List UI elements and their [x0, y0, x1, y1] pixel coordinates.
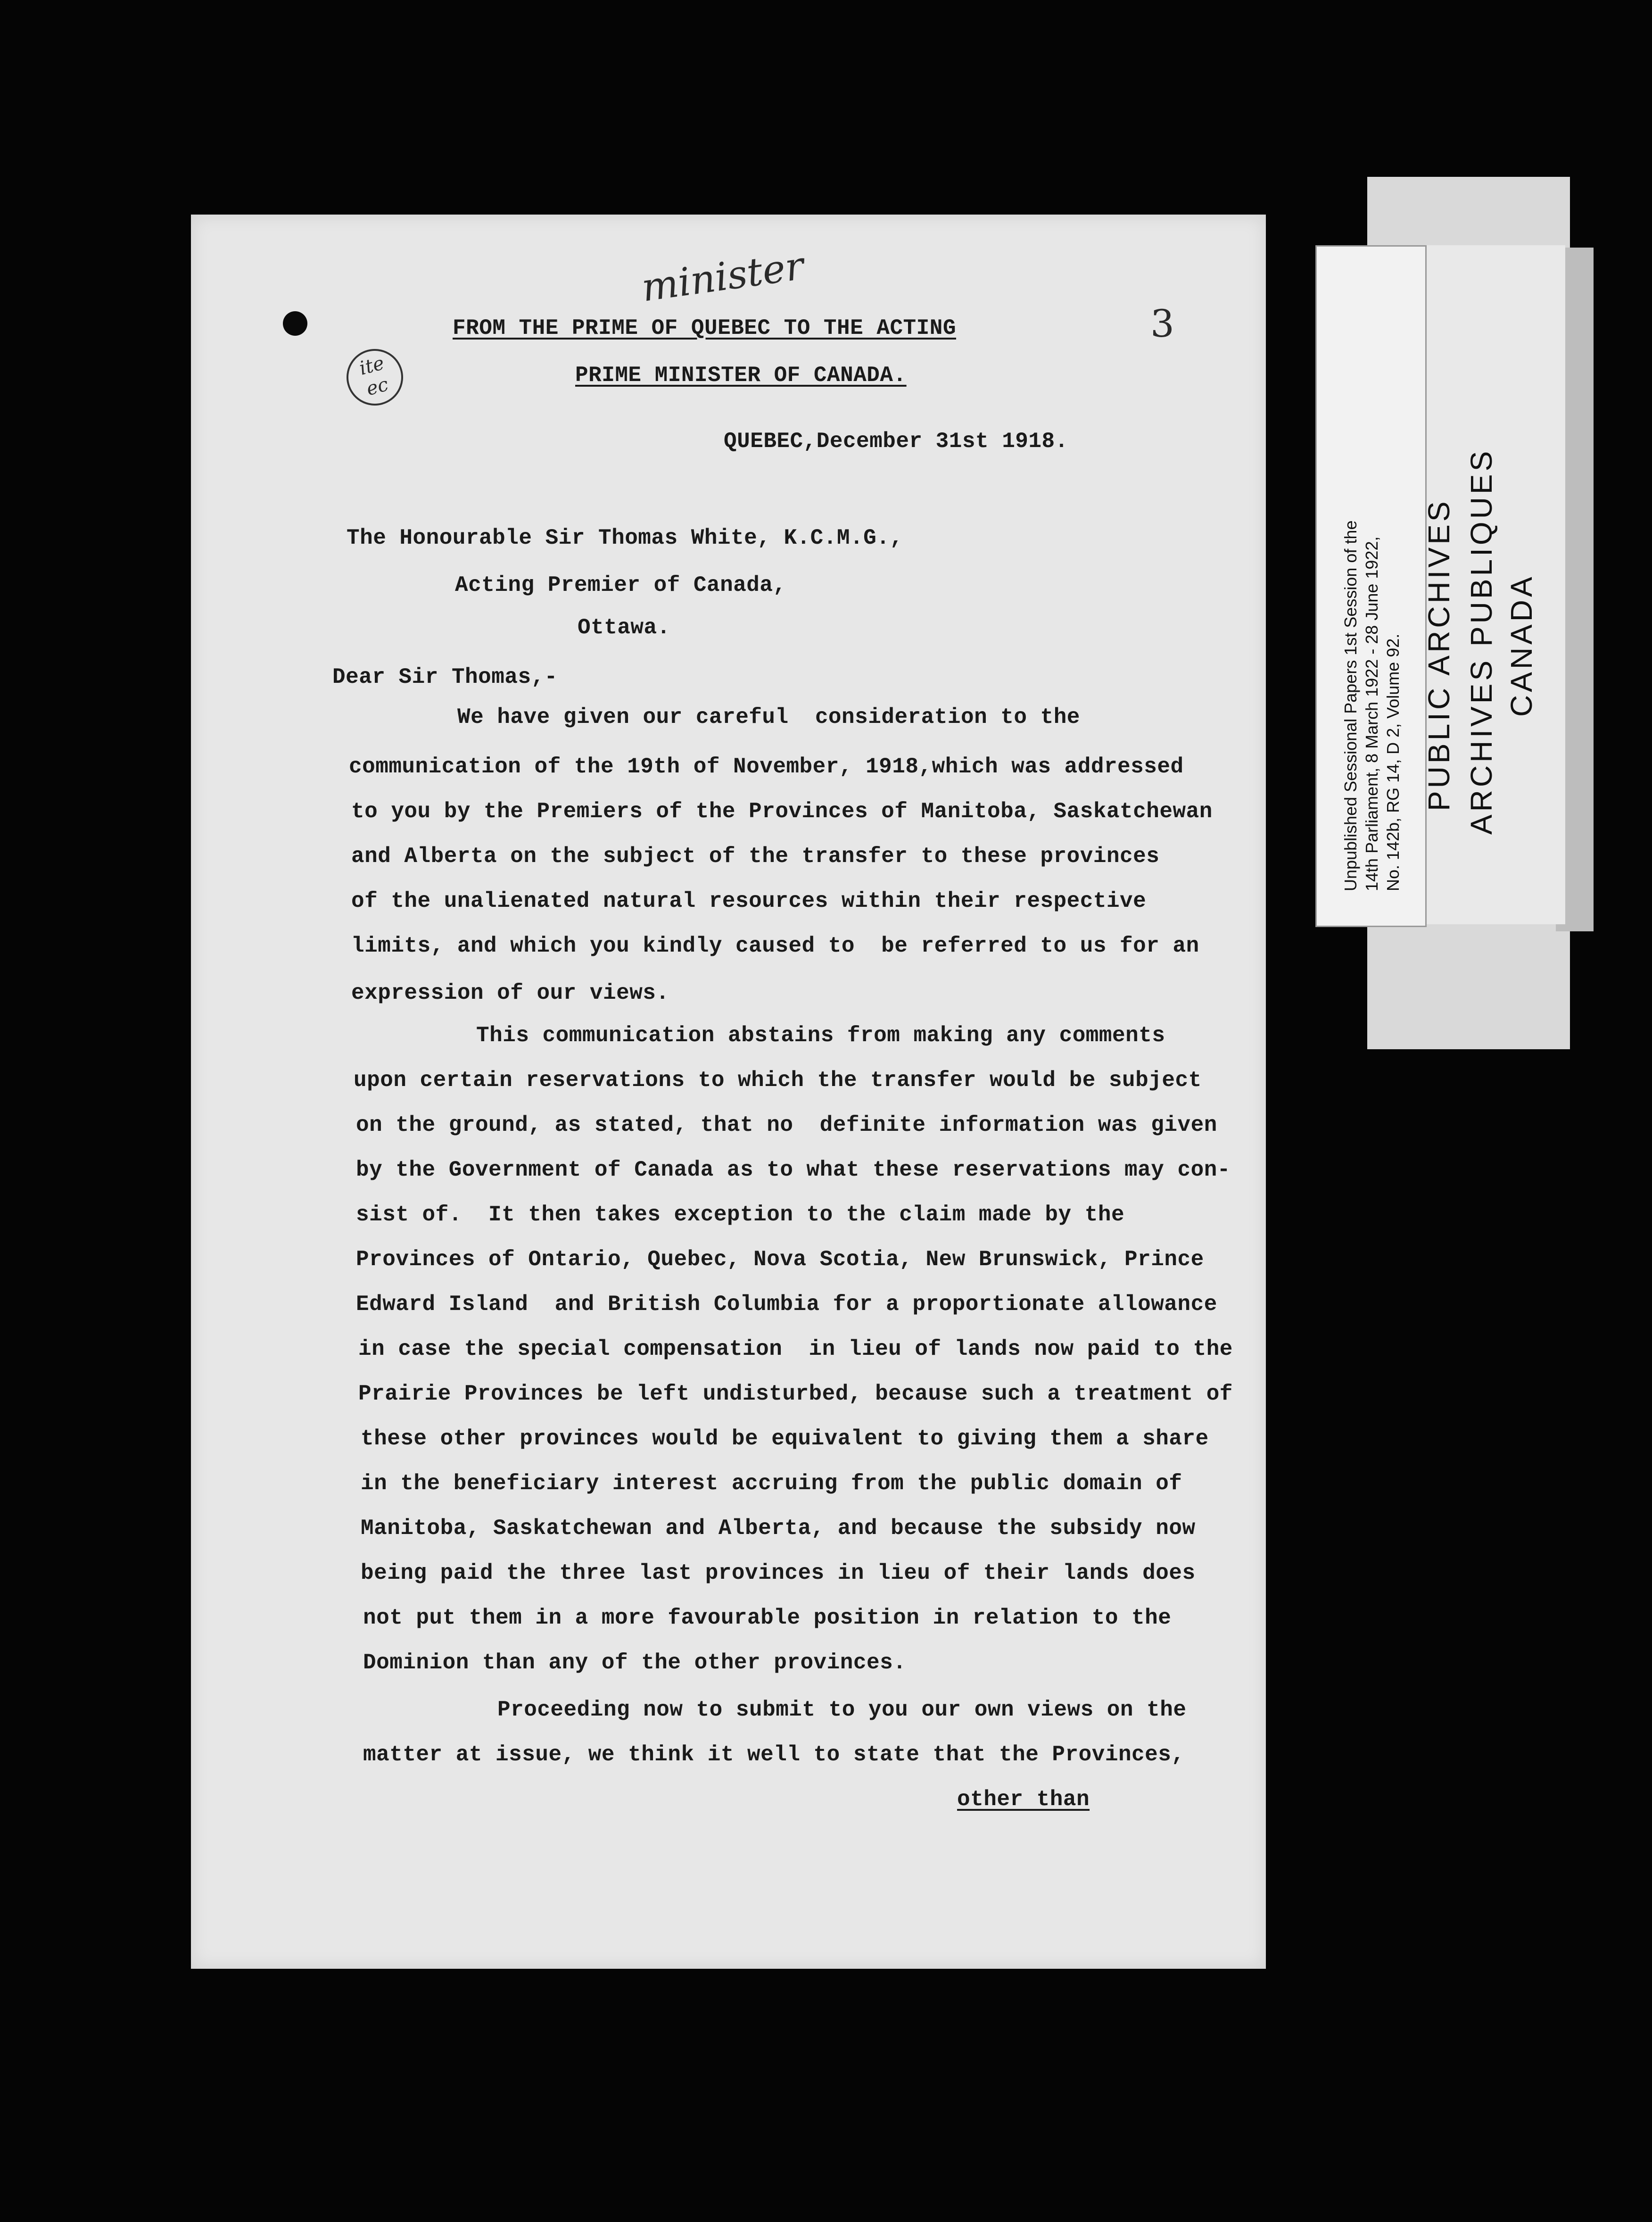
page-number: 3 [1150, 302, 1174, 346]
body-line: limits, and which you kindly caused to be referred to us for an [351, 934, 1199, 958]
body-line: Proceeding now to submit to you our own views on the [497, 1698, 1187, 1722]
archive-stamp-line-2: ARCHIVES PUBLIQUES [1464, 448, 1498, 835]
body-line: Provinces of Ontario, Quebec, Nova Scotia, New Brunswick, Prince [356, 1247, 1204, 1272]
body-line: being paid the three last provinces in lieu of their lands does [361, 1561, 1196, 1585]
body-line: Dominion than any of the other provinces. [363, 1650, 907, 1675]
body-line: communication of the 19th of November, 1918,which was addressed [349, 754, 1184, 779]
reference-label-line-3: No. 142b, RG 14, D 2, Volume 92. [1383, 633, 1403, 891]
address-line-2: Acting Premier of Canada, [455, 573, 786, 597]
body-line: matter at issue, we think it well to state that the Provinces, [363, 1742, 1185, 1767]
body-line: in case the special compensation in lieu of lands now paid to the [358, 1337, 1233, 1361]
address-line-3: Ottawa. [578, 615, 670, 640]
body-line: Edward Island and British Columbia for a proportionate allowance [356, 1292, 1217, 1317]
body-line: Prairie Provinces be left undisturbed, because such a treatment of [358, 1382, 1233, 1406]
dateline: QUEBEC,December 31st 1918. [724, 429, 1068, 454]
body-line: Manitoba, Saskatchewan and Alberta, and because the subsidy now [361, 1516, 1196, 1541]
heading-line-2: PRIME MINISTER OF CANADA. [575, 363, 907, 388]
catchword: other than [957, 1787, 1090, 1812]
salutation: Dear Sir Thomas,- [332, 665, 558, 689]
body-line: of the unalienated natural resources within their respective [351, 889, 1147, 913]
address-line-1: The Honourable Sir Thomas White, K.C.M.G., [347, 526, 903, 550]
handwritten-margin-note: ite ec [340, 343, 410, 412]
body-line: and Alberta on the subject of the transfer to these provinces [351, 844, 1160, 869]
handwritten-insertion: minister [639, 243, 807, 311]
punch-hole [283, 311, 307, 336]
reference-label-line-1: Unpublished Sessional Papers 1st Session of the [1341, 520, 1360, 891]
body-line: on the ground, as stated, that no definite information was given [356, 1113, 1217, 1137]
body-line: This communication abstains from making any comments [476, 1023, 1165, 1048]
body-line: to you by the Premiers of the Provinces of Manitoba, Saskatchewan [351, 799, 1213, 824]
body-line: We have given our careful consideration to the [457, 705, 1080, 730]
body-line: these other provinces would be equivalent to giving them a share [361, 1426, 1209, 1451]
body-line: sist of. It then takes exception to the claim made by the [356, 1202, 1125, 1227]
body-line: not put them in a more favourable position in relation to the [363, 1606, 1172, 1630]
body-line: in the beneficiary interest accruing from the public domain of [361, 1471, 1182, 1496]
body-line: upon certain reservations to which the transfer would be subject [354, 1068, 1202, 1093]
reference-label-line-2: 14th Parliament, 8 March 1922 - 28 June 1922, [1362, 536, 1381, 891]
heading-line-1: FROM THE PRIME OF QUEBEC TO THE ACTING [453, 316, 956, 340]
archive-stamp-line-3: CANADA [1504, 574, 1538, 717]
body-line: by the Government of Canada as to what these reservations may con- [356, 1158, 1231, 1182]
body-line: expression of our views. [351, 981, 669, 1005]
archive-stamp-line-1: PUBLIC ARCHIVES [1422, 498, 1456, 811]
